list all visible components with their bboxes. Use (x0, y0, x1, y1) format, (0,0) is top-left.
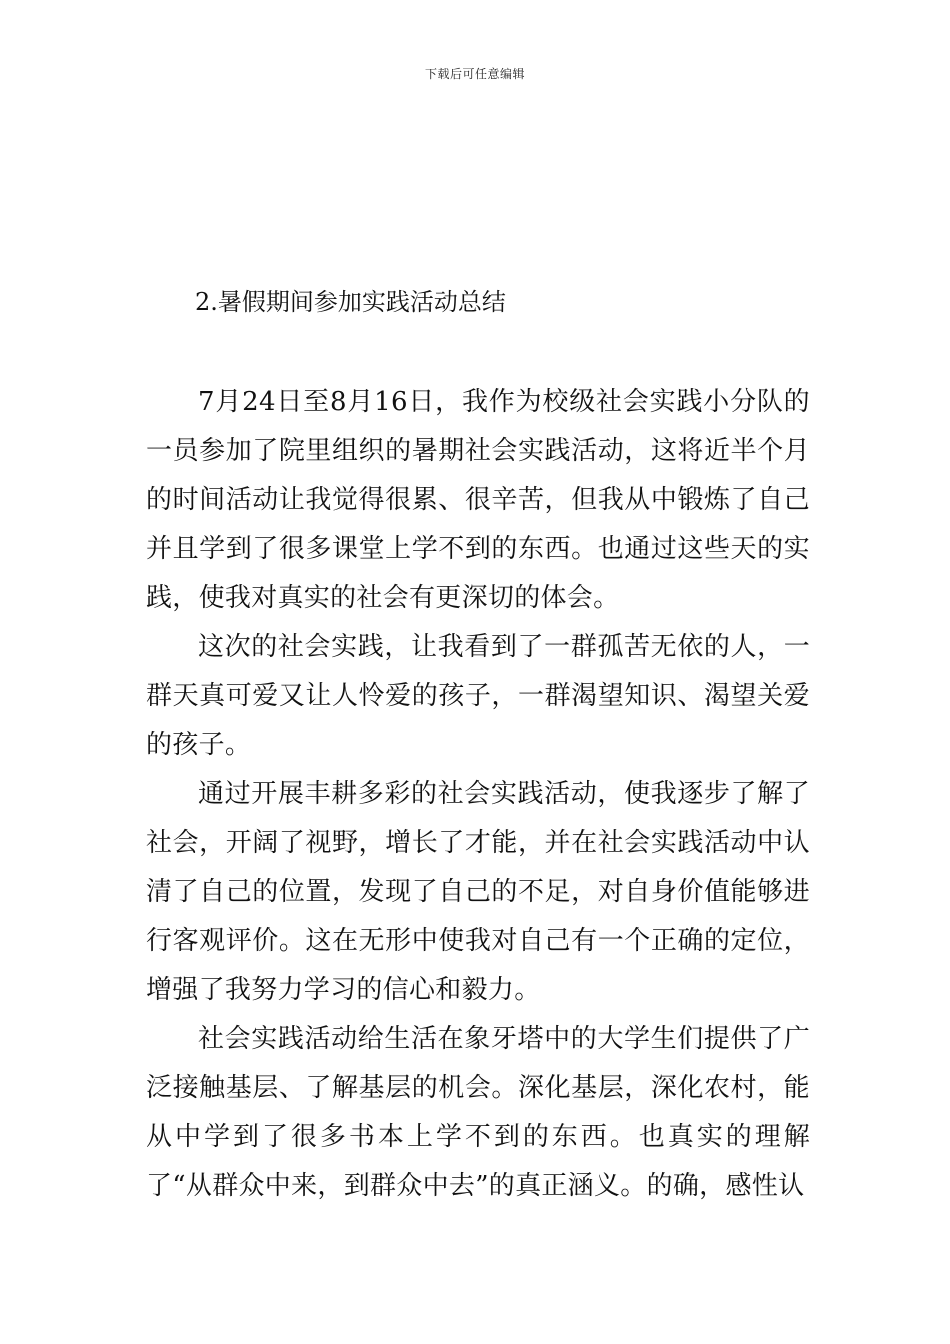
paragraph: 社会实践活动给生活在象牙塔中的大学生们提供了广泛接触基层、了解基层的机会。深化基层，深化农村，能从中学到了很多书本上学不到的东西。也真实的理解了“从群众中来，到群众中去”的真正涵义。的确，感性认 (146, 1024, 810, 1201)
section-title: 2.暑假期间参加实践活动总结 (195, 288, 506, 316)
paragraph: 通过开展丰耕多彩的社会实践活动，使我逐步了解了社会，开阔了视野，增长了才能，并在社会实践活动中认清了自己的位置，发现了自己的不足，对自身价值能够进行客观评价。这在无形中使我对自己有一个正确的定位，增强了我努力学习的信心和毅力。 (146, 779, 810, 1005)
header-note: 下载后可任意编辑 (424, 67, 525, 81)
body-text (146, 378, 810, 1211)
paragraph: 7月24日至8月16日，我作为校级社会实践小分队的一员参加了院里组织的暑期社会实践活动，这将近半个月的时间活动让我觉得很累、很辛苦，但我从中锻炼了自己并且学到了很多课堂上学不到的东西。也通过这些天的实践，使我对真实的社会有更深切的体会。 (146, 387, 810, 613)
paragraph: 这次的社会实践，让我看到了一群孤苦无依的人，一群天真可爱又让人怜爱的孩子，一群渴望知识、渴望关爱的孩子。 (146, 632, 810, 760)
